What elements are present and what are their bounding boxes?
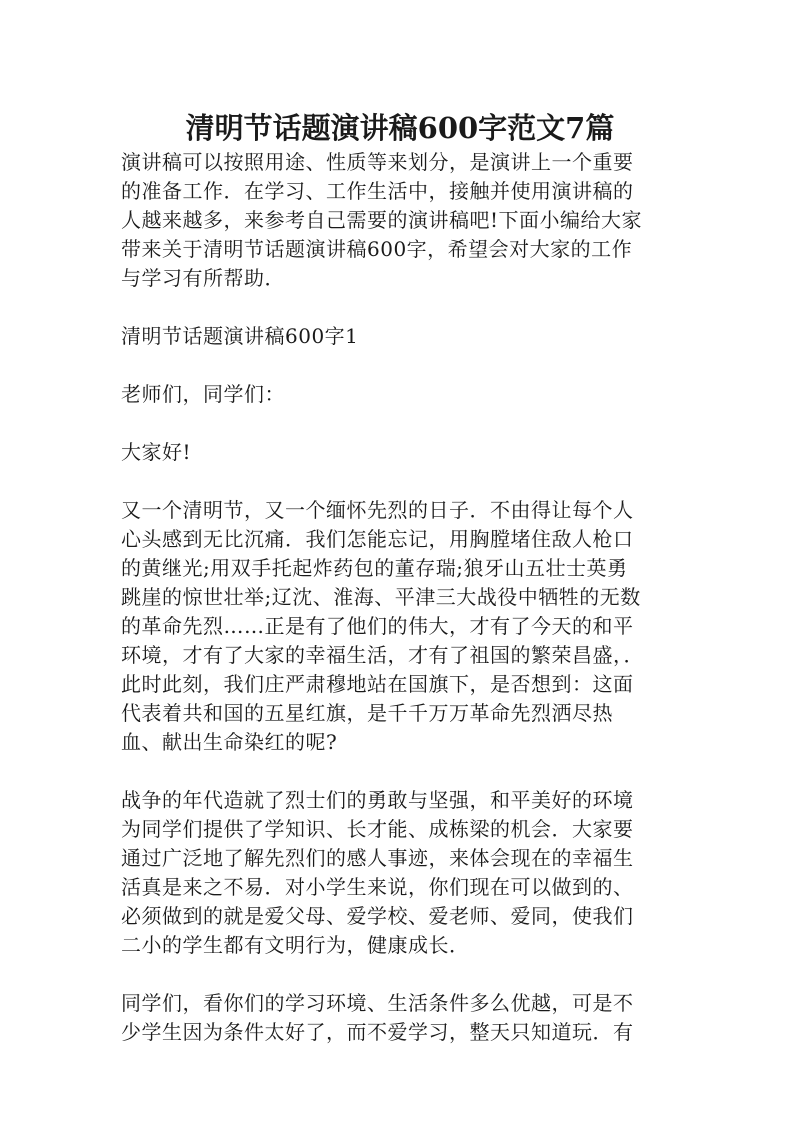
text-line: 的准备工作．在学习、工作生活中，接触并使用演讲稿的 (121, 179, 634, 203)
paragraph (121, 322, 681, 351)
text-line: 必须做到的就是爱父母、爱学校、爱老师、爱同，使我们 (121, 904, 634, 928)
text-line: 的黄继光;用双手托起炸药包的董存瑞;狼牙山五壮士英勇 (121, 556, 628, 580)
text-line: 血、献出生命染红的呢? (121, 730, 338, 754)
document-title: 清明节话题演讲稿600字范文7篇 (185, 111, 615, 145)
paragraph (121, 438, 681, 467)
text-line: 老师们，同学们： (121, 382, 285, 406)
text-line: 跳崖的惊世壮举;辽沈、淮海、平津三大战役中牺牲的无数 (121, 585, 641, 609)
paragraph (121, 989, 681, 1047)
text-line: 心头感到无比沉痛．我们怎能忘记，用胸膛堵住敌人枪口 (121, 527, 634, 551)
text-line: 的革命先烈……正是有了他们的伟大，才有了今天的和平 (121, 614, 634, 638)
paragraph (121, 148, 681, 293)
text-line: 又一个清明节，又一个缅怀先烈的日子．不由得让每个人 (121, 498, 634, 522)
text-line: 通过广泛地了解先烈们的感人事迹，来体会现在的幸福生 (121, 846, 634, 870)
document-body (121, 148, 681, 1076)
text-line: 环境，才有了大家的幸福生活，才有了祖国的繁荣昌盛，． (121, 643, 644, 667)
paragraph (121, 786, 681, 960)
text-line: 代表着共和国的五星红旗，是千千万万革命先烈洒尽热 (121, 701, 613, 725)
text-line: 演讲稿可以按照用途、性质等来划分，是演讲上一个重要 (121, 150, 634, 174)
text-line: 二小的学生都有文明行为，健康成长． (121, 933, 470, 957)
text-line: 为同学们提供了学知识、长才能、成栋梁的机会．大家要 (121, 817, 634, 841)
text-line: 战争的年代造就了烈士们的勇敢与坚强，和平美好的环境 (121, 788, 634, 812)
text-line: 人越来越多，来参考自己需要的演讲稿吧!下面小编给大家 (121, 208, 643, 232)
text-line: 带来关于清明节话题演讲稿600字，希望会对大家的工作 (121, 237, 633, 261)
text-line: 与学习有所帮助． (121, 266, 285, 290)
paragraph (121, 496, 681, 757)
text-line: 清明节话题演讲稿600字1 (121, 324, 359, 348)
paragraph (121, 380, 681, 409)
text-line: 同学们，看你们的学习环境、生活条件多么优越，可是不 (121, 991, 634, 1015)
text-line: 活真是来之不易．对小学生来说，你们现在可以做到的、 (121, 875, 634, 899)
text-line: 此时此刻，我们庄严肃穆地站在国旗下，是否想到：这面 (121, 672, 634, 696)
text-line: 少学生因为条件太好了，而不爱学习，整天只知道玩．有 (121, 1020, 634, 1044)
text-line: 大家好! (121, 440, 192, 464)
